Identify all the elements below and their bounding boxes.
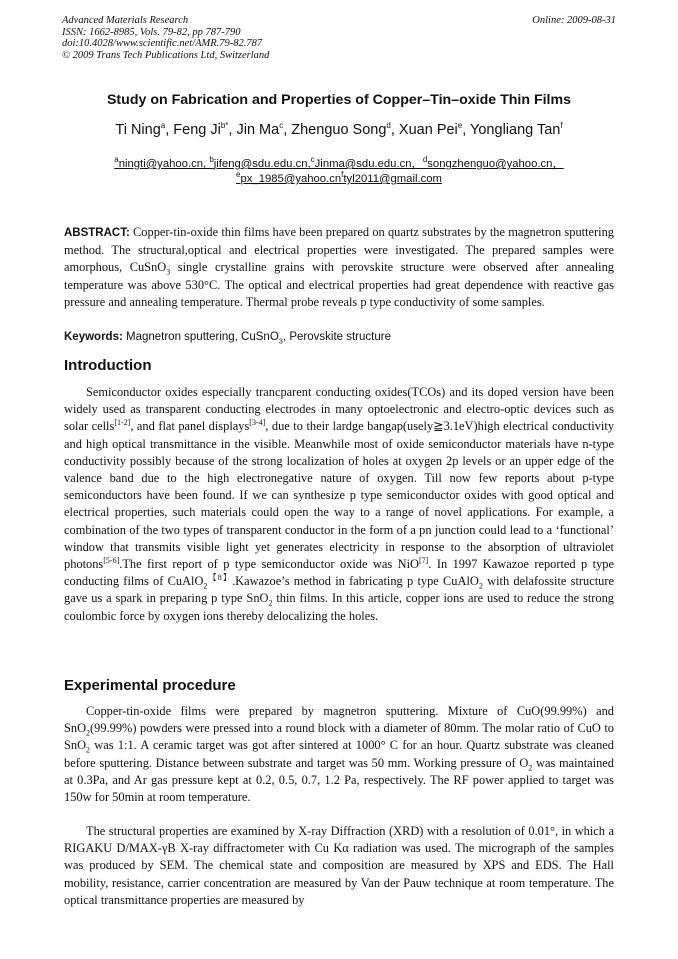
email-link[interactable]: jifeng@sdu.edu.cn, (213, 158, 311, 170)
citation-ref[interactable]: [5-6] (103, 555, 120, 565)
body-text: .The first report of p type semiconductor oxide was NiO (119, 557, 419, 572)
author-list: Ti Ning$^a$, Feng $Ji^{b*}$, Jin Ma$^c$, Zhenguo Song$^d$, Xuan Pei$^e$, Yongliang Tan$^f$ (115, 121, 563, 138)
abstract-paragraph (64, 224, 614, 311)
subscript: 2 (478, 581, 483, 591)
journal-header (62, 15, 269, 61)
email-mark: e (236, 170, 241, 180)
subscript: 2 (528, 763, 533, 773)
author-affiliation-mark: f (560, 121, 563, 131)
email-mark: a (114, 155, 119, 165)
keywords-label: Keywords: (64, 331, 123, 343)
abstract-label: ABSTRACT: (64, 227, 130, 239)
body-text: (99.99%) powders were pressed into a round block with a diameter of 80mm. The molar ratio of CuO to SnO (64, 721, 614, 753)
section-heading-introduction: Introduction (64, 357, 152, 374)
section-heading-experimental: Experimental procedure (64, 677, 236, 694)
email-link[interactable]: px_1985@yahoo.cn (240, 173, 342, 185)
author-name: Jin Ma (236, 122, 280, 138)
paper-title: Study on Fabrication and Properties of Copper–Tin–oxide Thin Films (106, 92, 572, 108)
email-mark: d (422, 155, 428, 165)
author-affiliation-mark: e (457, 121, 463, 131)
email-link[interactable]: ningti@yahoo.cn, (118, 158, 210, 170)
body-text: was maintained at 0.3Pa, and Ar gas pressure kept at 0.2, 0.5, 0.7, 1.2 Pa, respectively. The RF power applied to target was 150w for 50min at room temperature. (64, 755, 615, 805)
subscript: 2 (86, 745, 91, 755)
author-affiliation-mark: d (386, 121, 391, 131)
issn-line: ISSN: 1662-8985, Vols. 79-82, pp 787-790 (62, 26, 241, 38)
body-text: Copper-tin-oxide films were prepared by magnetron sputtering. Mixture of CuO(99.99%) and SnO (64, 704, 614, 736)
email-link[interactable]: songzhenguo@yahoo.cn， (427, 158, 564, 170)
citation-ref[interactable]: [7] (418, 555, 429, 565)
author-affiliation-mark: b* (220, 121, 229, 131)
author-name: Ti Ning (115, 122, 161, 138)
body-text: with delafossite structure gave us a spark in preparing p type SnO (64, 574, 614, 606)
experimental-paragraph (64, 703, 614, 806)
body-text: . In 1997 Kawazoe reported p type conducting films of CuAlO (64, 557, 615, 589)
keywords-text: Magnetron sputtering, CuSnO (122, 331, 279, 343)
author-name: Feng Ji (173, 122, 221, 138)
body-text: .Kawazoe’s method in fabricating p type CuAlO (232, 574, 479, 589)
email-link[interactable]: tyl2011@gmail.com (343, 173, 442, 185)
email-mark: c (310, 155, 315, 165)
keywords-text: , Perovskite structure (282, 331, 391, 343)
subscript: 3 (278, 336, 283, 346)
citation-ref[interactable]: [1-2] (114, 418, 131, 428)
journal-name: Advanced Materials Research (62, 15, 189, 26)
abstract-text: Copper-tin-oxide thin films have been prepared on quartz substrates by the magnetron sputtering method. The structural,optical and electrical properties were investigated. The prepared samples were amorphous, CuSnO (64, 225, 614, 275)
body-text: thin films. In this article, copper ions are used to reduce the strong coulombic force by oxygen ions thereby delocalizing the holes. (64, 591, 615, 623)
author-name: Zhenguo Song (291, 122, 387, 138)
introduction-paragraph (64, 384, 614, 625)
email-mark: b (209, 155, 214, 165)
author-affiliation-mark: c (279, 121, 284, 131)
subscript: 3 (166, 267, 171, 277)
doi-line: doi:10.4028/www.scientific.net/AMR.79-82.787 (62, 38, 263, 49)
citation-ref[interactable]: 【8】 (207, 573, 233, 583)
keywords-line (64, 331, 614, 346)
body-text: Semiconductor oxides especially trancparent conducting oxides(TCOs) and its doped version have been widely used as transparent conducting electrodes in many optoelectronic and electro-optic devices such as solar cells (64, 385, 614, 434)
email-mark: f (341, 170, 344, 180)
body-text: , due to their lardge bangap(usely≧3.1eV)high electrical conductivity and high optical transmittance in the visible. Meanwhile most of oxide semiconductor materials have n-type conductivity possibly because of the strong localization of holes at oxygen 2p levels or an upper edge of the valence band due to the high electronegative nature of oxygen. Till now few reports about p-type semiconductors have been found. If we can synthesize p type semiconductor oxides with good optical and electrical properties, such materials could open the way to a range of novel applications. For example, a combination of the two types of transparent conductor in the form of a pn junction could lead to a ‘functional’ window that transmits visible light yet generates electricity in response to the absorption of ultraviolet photons (64, 419, 615, 572)
subscript: 2 (203, 581, 208, 591)
subscript: 2 (268, 598, 273, 608)
copyright-line: © 2009 Trans Tech Publications Ltd, Switzerland (62, 49, 270, 61)
subscript: 2 (86, 728, 91, 738)
author-emails-line (0, 170, 678, 185)
email-link[interactable]: Jinma@sdu.edu.cn， (314, 158, 423, 170)
online-date: Online: 2009-08-31 (532, 15, 616, 26)
author-affiliation-mark: a (160, 121, 166, 131)
author-name: Yongliang Tan (470, 122, 561, 138)
citation-ref[interactable]: [3-4] (249, 418, 266, 428)
body-text: , and flat panel displays (130, 419, 250, 434)
author-emails-line (0, 155, 678, 171)
author-name: Xuan Pei (398, 122, 458, 138)
body-text: was 1:1. A ceramic target was got after sintered at 1000° C for an hour. Quartz substrate was cleaned before sputtering. Distance between substrate and target was 50 mm. Working pressure of O (64, 738, 614, 770)
abstract-text: single crystalline grains with perovskite structure were observed after annealing temperature was above 530°C. The optical and electrical properties had great dependence with reactive gas pressure and annealing temperature. Thermal probe reveals p type conductivity of some samples. (64, 260, 614, 309)
experimental-paragraph: The structural properties are examined by X-ray Diffraction (XRD) with a resolution of 0.01°, in which a RIGAKU D/MAX-γB X-ray diffractometer with Cu Kα radiation was used. The micrograph of the samples was produced by SEM. The chemical state and composition are measured by XPS and EDS. The Hall mobility, resistance, carrier concentration are measured by Van der Pauw technique at room temperature. The optical transmittance properties are measured by (64, 824, 614, 907)
